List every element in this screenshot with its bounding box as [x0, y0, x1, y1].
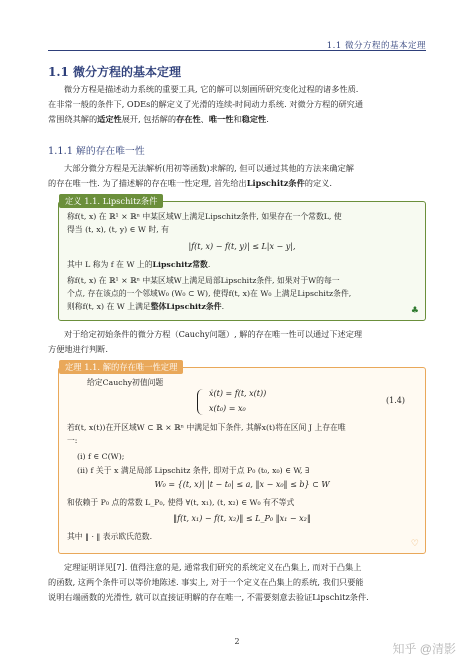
definition-text: 其中 L 称为 f 在 W 上的 — [67, 260, 153, 269]
theorem-title: 定理 1.1. 解的存在唯一性定理 — [59, 360, 183, 374]
para-2 — [48, 161, 426, 191]
definition-line-4: 称f(t, x) 在 ℝ¹ × ℝⁿ 中某区域W上满足局部Lipschitz条件, 如果对于W的每一 — [67, 276, 340, 285]
para4-line-2: 的函数, 这两个条件可以等价地陈述. 事实上, 对于一个定义在凸集上的系统, 我们只要能 — [48, 576, 364, 587]
intro-text: . — [266, 113, 269, 124]
intro-text: 、 — [200, 113, 209, 124]
definition-text: 则称f(t, x) 在 W 上满足 — [67, 302, 151, 311]
definition-line-1: 称f(t, x) 在 ℝ¹ × ℝⁿ 中某区域W上满足Lipschitz条件, 如果存在一个常数L, 使 — [67, 212, 342, 221]
definition-line-3 — [67, 258, 417, 271]
club-icon: ♣ — [410, 306, 419, 316]
para3-line-2: 方便地进行判断. — [48, 343, 108, 354]
theorem-line-4: 和依赖于 P₀ 点的常数 L_P₀, 使得 ∀(t, x₁), (t, x₂) ∈ W₀ 有不等式 — [67, 498, 295, 507]
subsection-title: 1.1.1 解的存在唯一性 — [48, 146, 145, 157]
term-uniqueness: 唯一性 — [208, 113, 234, 124]
term-lipschitz-constant: Lipschitz常数 — [152, 260, 208, 269]
intro-line-3 — [48, 112, 426, 127]
intro-text: 和 — [233, 113, 242, 124]
para-3 — [48, 327, 426, 357]
para2-line-1: 大部分微分方程是无法解析(用初等函数)求解的, 但可以通过其他的方法来确定解 — [64, 163, 354, 173]
intro-line-2: 在非常一般的条件下, ODEs的解定义了光滑的连续-时间动力系统. 对微分方程的研究通 — [48, 98, 364, 109]
term-global-lipschitz: 整体Lipschitz条件 — [150, 302, 222, 311]
intro-paragraph — [48, 82, 426, 126]
intro-text: 展开, 包括解的 — [121, 113, 177, 124]
page-number: 2 — [234, 637, 240, 646]
theorem-line-5: 其中 ‖ · ‖ 表示欧氏范数. — [67, 532, 153, 541]
definition-line-5: 个点, 存在该点的一个邻域W₀ (W₀ ⊂ W), 使得f(t, x)在 W₀ 上满足Lipschitz条件, — [67, 289, 352, 298]
para3-line-1: 对于给定初始条件的微分方程（Cauchy问题）, 解的存在唯一性可以通过下述定理 — [64, 329, 363, 339]
theorem-line-1: 给定Cauchy初值问题 — [87, 378, 164, 387]
condition-2: (ii) f 关于 x 满足局部 Lipschitz 条件, 即对于点 P₀ (t₀, x₀) ∈ W, ∃ — [77, 466, 310, 475]
intro-text: 常围绕其解的 — [48, 113, 98, 124]
heart-icon: ♡ — [410, 539, 419, 549]
condition-1: (i) f ∈ C(W); — [77, 452, 125, 461]
lipschitz-inequality: ‖f(t, x₁) − f(t, x₂)‖ ≤ L_P₀ ‖x₁ − x₂‖ — [173, 514, 311, 523]
definition-box — [58, 196, 426, 321]
para2-text: 的定义. — [304, 177, 332, 188]
definition-line-6 — [67, 300, 417, 313]
definition-title: 定义 1.1. Lipschitz条件 — [59, 194, 163, 208]
definition-text: . — [221, 302, 225, 311]
term-stability: 稳定性 — [241, 113, 267, 124]
ivp-equation-b: x(t₀) = x₀ — [209, 404, 246, 413]
intro-line-1: 微分方程是描述动力系统的重要工具, 它的解可以刻画所研究变化过程的诸多性质. — [64, 84, 359, 94]
para2-text: 的存在唯一性. 为了描述解的存在唯一性定理, 首先给出 — [48, 177, 247, 188]
para-4 — [48, 560, 426, 604]
equation-label: (1.4) — [386, 396, 405, 405]
term-existence: 存在性 — [176, 113, 201, 124]
ivp-equation-a: ẋ(t) = f(t, x(t)) — [209, 389, 267, 398]
running-head: 1.1 微分方程的基本定理 — [326, 41, 426, 51]
theorem-line-3: 一: — [67, 436, 78, 445]
term-lipschitz: Lipschitz条件 — [246, 177, 305, 188]
para2-line-2 — [48, 176, 426, 191]
definition-equation: |f(t, x) − f(t, y)| ≤ L|x − y|, — [188, 242, 296, 251]
neighborhood-equation: W₀ = {(t, x)| |t − t₀| ≤ a, ‖x − x₀‖ ≤ b} ⊂ W — [154, 480, 330, 489]
header-rule — [48, 50, 426, 51]
theorem-box — [58, 362, 426, 554]
term-wellposedness: 适定性 — [97, 113, 122, 124]
definition-line-2: 得当 (t, x), (t, y) ∈ W 时, 有 — [67, 225, 169, 234]
watermark: 知乎 @清影 — [392, 642, 456, 656]
page-header — [0, 0, 474, 50]
theorem-line-2: 若f(t, x(t))在开区域W ⊂ ℝ × ℝⁿ 中满足如下条件, 其解x(t)将在区间 J 上存在唯 — [67, 423, 346, 432]
definition-text: . — [207, 260, 211, 269]
para4-line-1: 定理证明详见[7]. 值得注意的是, 通常我们研究的系统定义在凸集上, 而对于凸集上 — [64, 562, 362, 572]
para4-line-3: 说明右端函数的光滑性, 就可以直接证明解的存在唯一, 不需要刻意去验证Lipschitz条件. — [48, 591, 369, 602]
section-title: 1.1 微分方程的基本定理 — [48, 65, 182, 79]
